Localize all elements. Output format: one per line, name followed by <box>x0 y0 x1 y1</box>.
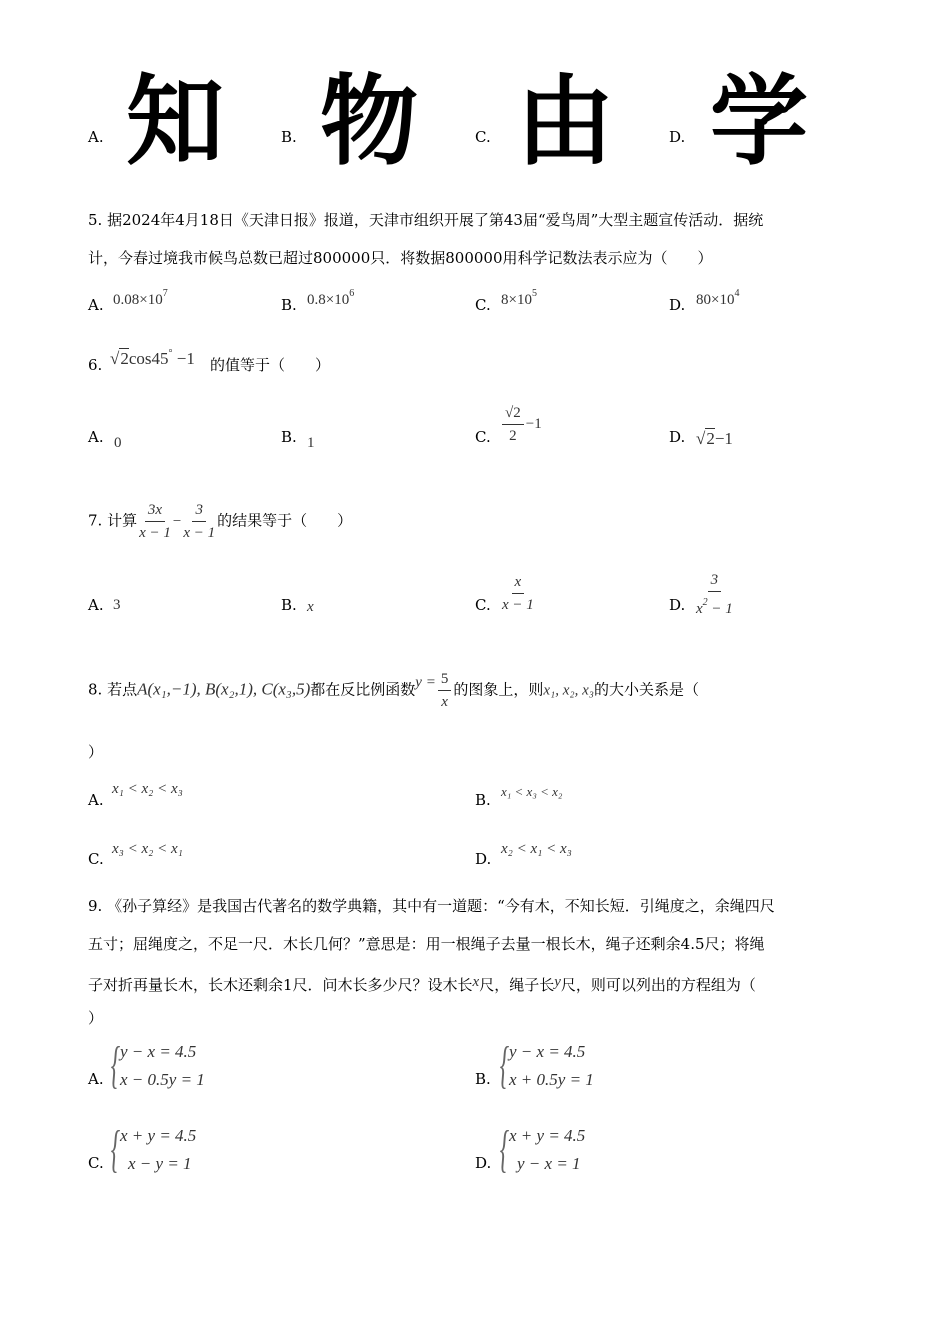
q5-text-line1: 5. 据2024年4月18日《天津日报》报道，天津市组织开展了第43届“爱鸟周”大型主题宣传活动．据统 <box>88 211 764 229</box>
q4-option-c-label: C. <box>475 128 491 146</box>
q8-option-b-label: B. <box>475 791 491 809</box>
q6-option-d-value: √2−1 <box>696 429 733 448</box>
q6-option-d-label: D. <box>669 428 686 446</box>
q5-option-a-value: $0.08\times 10^7$ <box>113 288 168 308</box>
q8-option-c-value: x₃ < x₂ < x₁ <box>112 841 183 857</box>
q4-option-d-char: 学 <box>710 65 809 179</box>
q5-option-c-value: $8\times 10^5$ <box>501 288 537 308</box>
q5-option-c-label: C. <box>475 296 491 314</box>
q6-option-a-value: 0 <box>114 435 122 451</box>
q5-option-d-label: D. <box>669 296 686 314</box>
q8-option-d-label: D. <box>475 850 492 868</box>
q5-text-line2: 计，今春过境我市候鸟总数已超过800000只．将数据800000用科学记数法表示应为（ ） <box>88 249 713 267</box>
q8-option-a-value: x₁ < x₂ < x₃ <box>112 781 183 797</box>
q6-option-c-label: C. <box>475 428 491 446</box>
q9-option-a-system: { y − x = 4.5 x − 0.5y = 1 <box>110 1037 205 1094</box>
q9-text-line3: 子对折再量长木，长木还剩余1尺．问木长多少尺？设木长x尺，绳子长y尺，则可以列出的方程组为（ <box>88 974 756 994</box>
q8-option-d-value: x₂ < x₁ < x₃ <box>501 841 572 857</box>
q8-option-b-value: x₁ < x₃ < x₂ <box>501 784 563 799</box>
q9-text-line1: 9. 《孙子算经》是我国古代著名的数学典籍，其中有一道题：“今有木，不知长短．引绳度之，余绳四尺 <box>88 897 775 915</box>
q9-option-a-label: A. <box>88 1070 104 1088</box>
q4-option-c-char: 由 <box>516 65 615 179</box>
q4-option-b-char: 物 <box>320 65 419 179</box>
q9-text-line2: 五寸；屈绳度之，不足一尺．木长几何？”意思是：用一根绳子去量一根长木，绳子还剩余4.5尺；将绳 <box>88 935 765 953</box>
q9-option-c-label: C. <box>88 1154 104 1172</box>
q7-question: 7. 计算 $\frac{3x}{x - 1}$ − $\frac{3}{x - 1}$ 的结果等于（ ） <box>88 499 352 544</box>
q5-option-b-value: $0.8\times 10^6$ <box>307 288 355 308</box>
q9-option-d-system: { x + y = 4.5 y − x = 1 <box>499 1121 586 1178</box>
q7-option-d-label: D. <box>669 596 686 614</box>
q7-option-b-value: x <box>307 599 314 615</box>
q9-option-c-system: { x + y = 4.5 x − y = 1 <box>110 1121 197 1178</box>
q9-text-line4: ） <box>88 1009 104 1027</box>
q9-option-b-label: B. <box>475 1070 491 1088</box>
q6-option-a-label: A. <box>88 428 104 446</box>
q6-option-b-label: B. <box>281 428 297 446</box>
q7-option-a-value: 3 <box>113 597 121 613</box>
q6-tail: 的值等于（ ） <box>210 356 331 374</box>
q8-option-a-label: A. <box>88 791 104 809</box>
q9-option-b-system: { y − x = 4.5 x + 0.5y = 1 <box>499 1037 594 1094</box>
q4-option-a-char: 知 <box>126 65 225 179</box>
q5-option-d-value: $80\times 10^4$ <box>696 288 740 308</box>
q6-expression: √2cos45° −1 <box>110 348 195 368</box>
q4-option-d-label: D. <box>669 128 686 146</box>
q6-option-b-value: 1 <box>307 435 315 451</box>
q8-option-c-label: C. <box>88 850 104 868</box>
q6-option-c-value: $\frac{√2}{2}$ −1 <box>500 402 542 447</box>
q8-close-paren: ） <box>88 743 104 761</box>
q4-option-a-label: A. <box>88 128 104 146</box>
q5-option-b-label: B. <box>281 296 297 314</box>
q4-option-b-label: B. <box>281 128 297 146</box>
q7-option-d-value: $\frac{3}{x^2 - 1}$ <box>694 569 735 620</box>
q5-option-a-label: A. <box>88 296 104 314</box>
q9-option-d-label: D. <box>475 1154 492 1172</box>
q7-option-c-label: C. <box>475 596 491 614</box>
q7-option-a-label: A. <box>88 596 104 614</box>
q6-number: 6. <box>88 356 103 374</box>
q8-question: 8. 若点A(x₁,−1), B(x₂,1), C(x₃,5)都在反比例函数y = $\frac{5}{x}$ 的图象上，则x₁, x₂, x₃的大小关系是（ <box>88 668 699 713</box>
q7-option-c-value: $\frac{x}{x - 1}$ <box>500 571 536 616</box>
q7-option-b-label: B. <box>281 596 297 614</box>
